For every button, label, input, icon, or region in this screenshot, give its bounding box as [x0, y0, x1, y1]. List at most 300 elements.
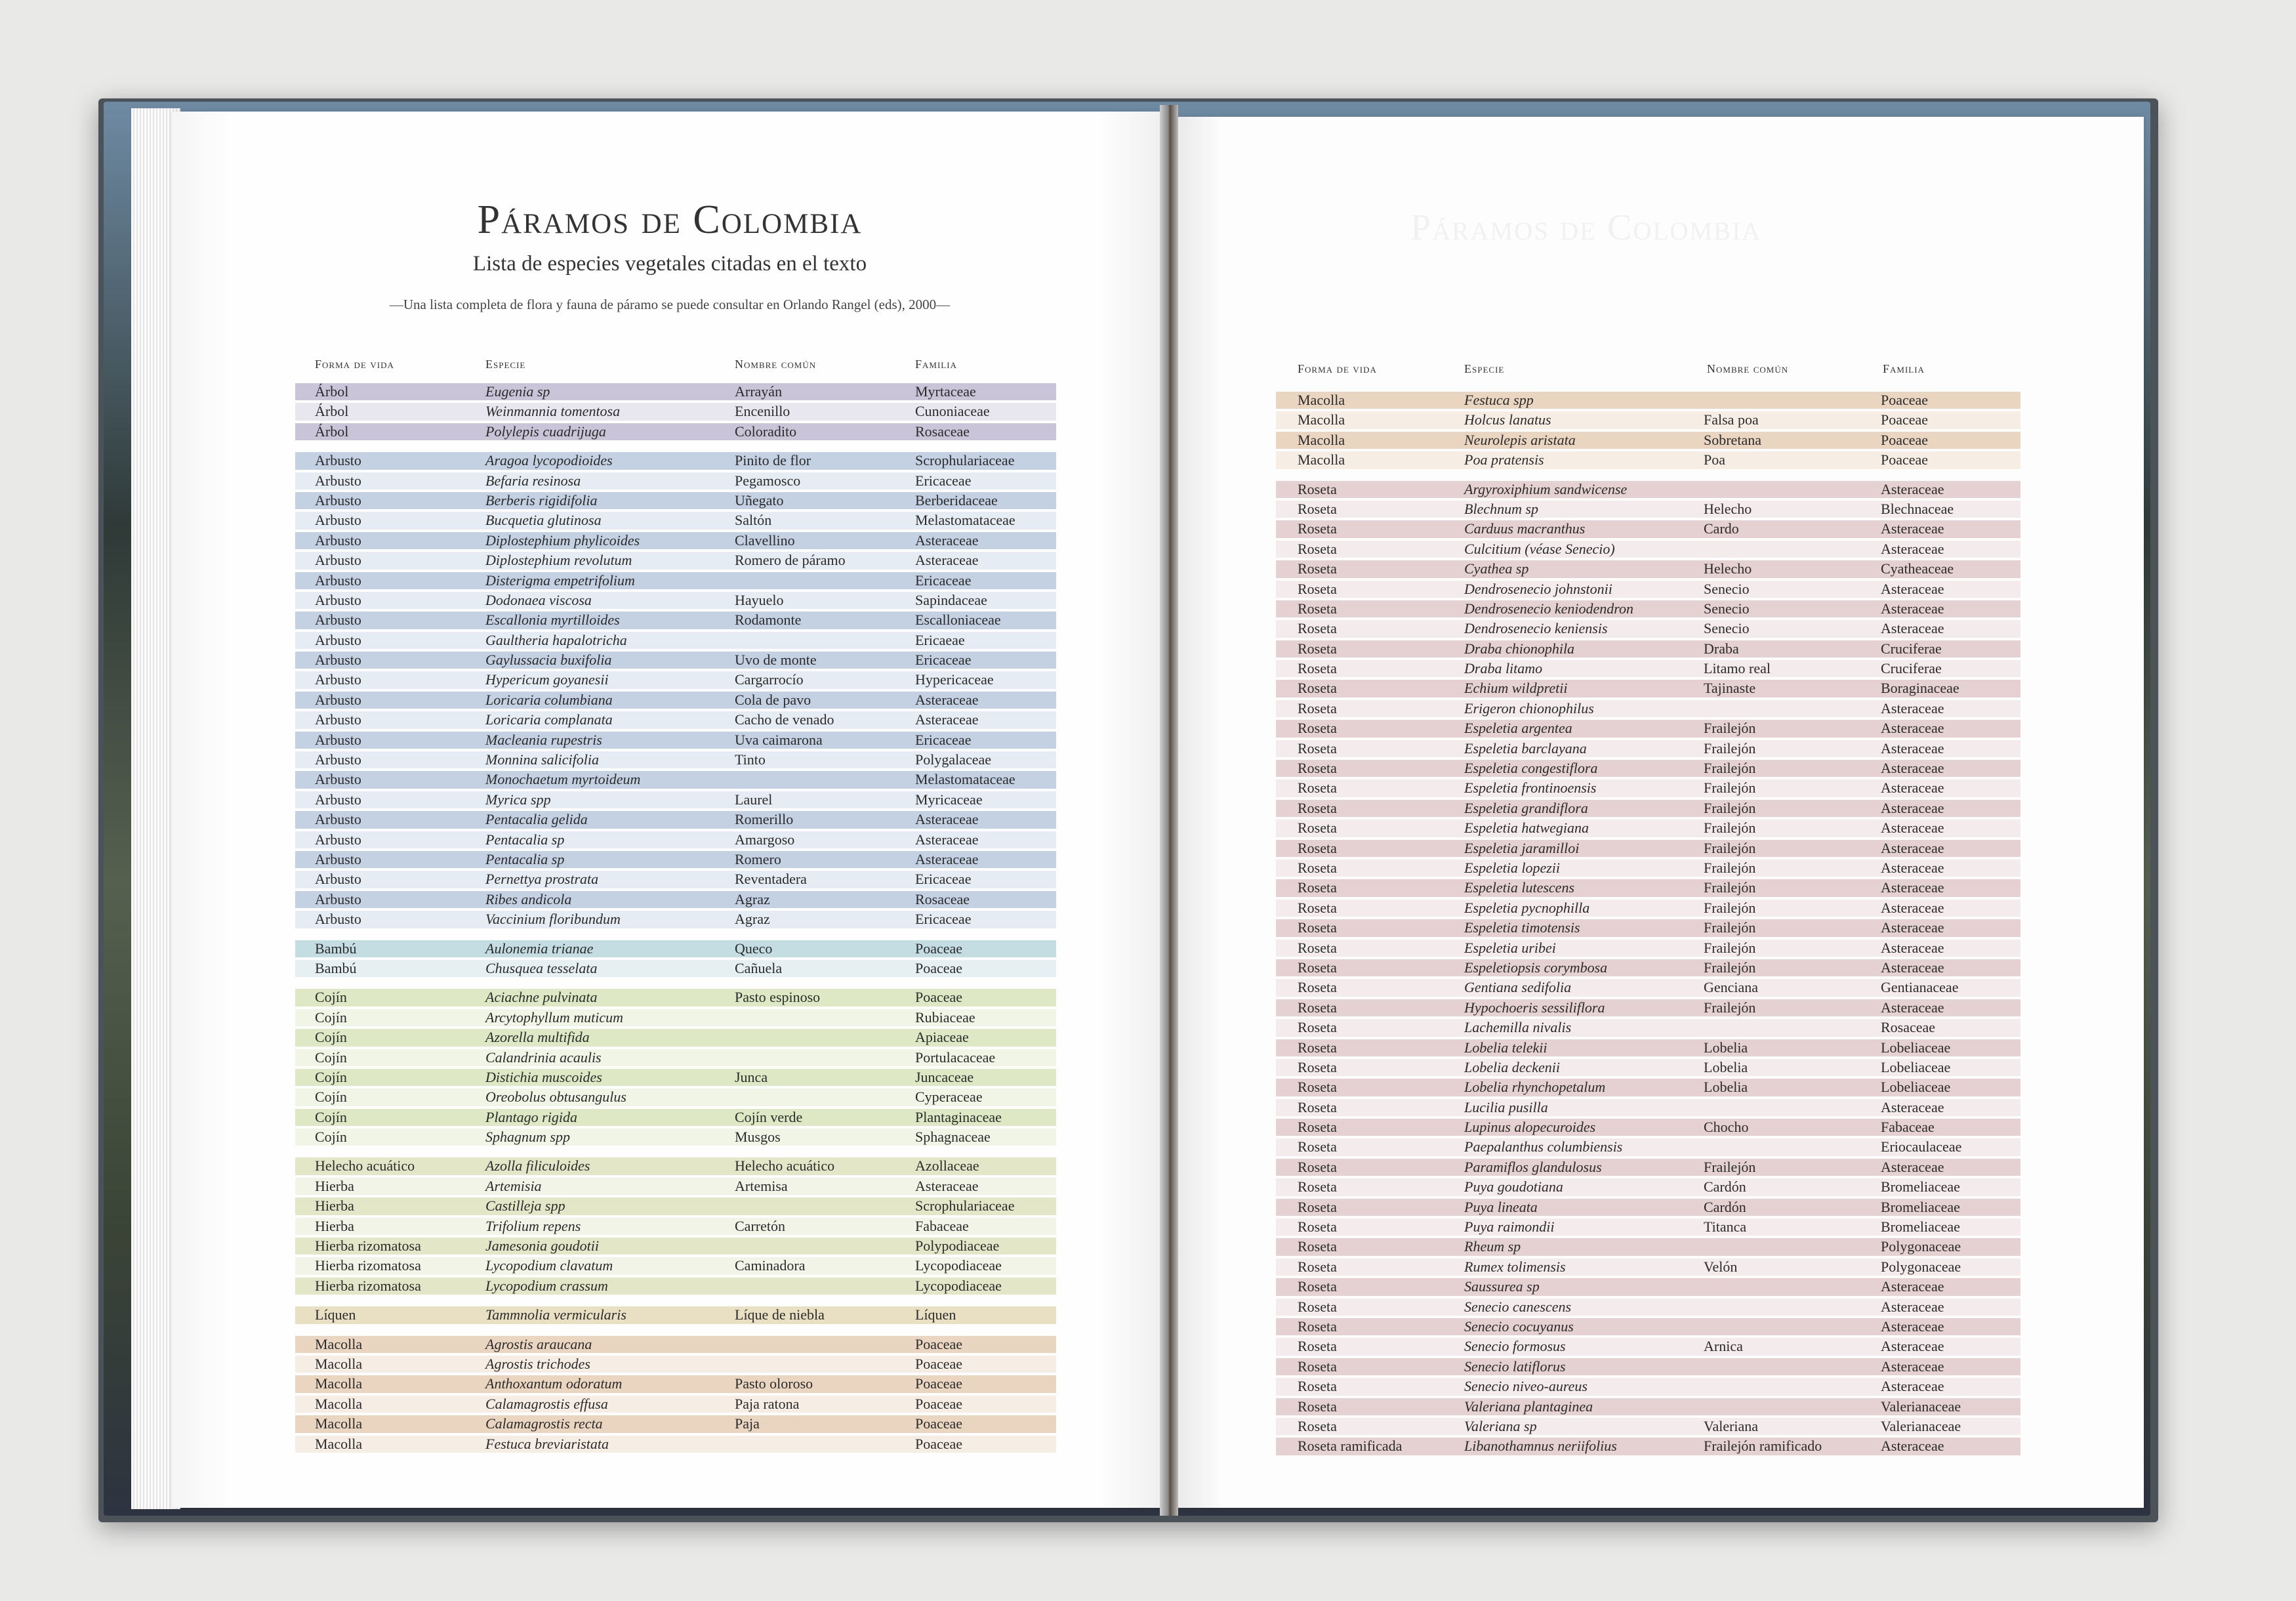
- table-row: [295, 551, 1056, 570]
- cell-forma: Roseta: [1298, 1417, 1337, 1434]
- cell-nombre: Cojín verde: [735, 1108, 803, 1125]
- cell-familia: Asteraceae: [1881, 1158, 1944, 1175]
- cell-especie: Lobelia telekii: [1464, 1039, 1548, 1056]
- cell-nombre: Tajinaste: [1704, 680, 1756, 697]
- cell-nombre: Frailejón: [1704, 720, 1756, 737]
- table-row: [1276, 1337, 2020, 1356]
- cell-nombre: Uñegato: [735, 491, 784, 509]
- species-table-right: [1276, 390, 2020, 1457]
- cell-familia: Poaceae: [1881, 451, 1929, 468]
- cell-especie: Senecio niveo-aureus: [1464, 1378, 1588, 1395]
- cell-nombre: Musgos: [735, 1129, 781, 1146]
- cell-nombre: Lobelia: [1704, 1079, 1748, 1096]
- cell-nombre: Queco: [735, 940, 773, 957]
- table-row: [295, 1008, 1056, 1028]
- cell-familia: Asteraceae: [1881, 739, 1944, 757]
- table-row: [1276, 599, 2020, 619]
- cell-especie: Calamagrostis recta: [485, 1415, 603, 1432]
- cell-forma: Roseta: [1298, 1238, 1337, 1255]
- table-row: [295, 1434, 1056, 1454]
- cell-especie: Draba litamo: [1464, 660, 1543, 677]
- table-row: [295, 1236, 1056, 1256]
- cell-nombre: Helecho: [1704, 560, 1752, 577]
- cell-forma: Roseta: [1298, 879, 1337, 896]
- cell-nombre: Senecio: [1704, 600, 1750, 617]
- cell-forma: Arbusto: [315, 612, 361, 629]
- cell-familia: Ericaceae: [915, 652, 972, 669]
- cell-familia: Poaceae: [915, 1395, 963, 1412]
- cell-forma: Arbusto: [315, 512, 361, 529]
- cell-nombre: Genciana: [1704, 979, 1759, 996]
- table-row: [295, 1305, 1056, 1325]
- cell-familia: Poaceae: [915, 1355, 963, 1372]
- cell-familia: Asteraceae: [1881, 839, 1944, 856]
- cell-forma: Roseta: [1298, 939, 1337, 956]
- cell-forma: Arbusto: [315, 831, 361, 848]
- cell-familia: Asteraceae: [1881, 1358, 1944, 1375]
- cell-familia: Boraginaceae: [1881, 680, 1959, 697]
- cell-familia: Lycopodiaceae: [915, 1277, 1002, 1294]
- table-row: [295, 1354, 1056, 1374]
- cell-nombre: Encenillo: [735, 403, 790, 420]
- cell-nombre: Amargoso: [735, 831, 795, 848]
- table-row: [295, 869, 1056, 889]
- column-header-forma: Forma de vida: [1298, 362, 1377, 375]
- cell-familia: Rosaceae: [1881, 1019, 1936, 1036]
- cell-nombre: Líque de niebla: [735, 1306, 825, 1323]
- cell-forma: Roseta: [1298, 1019, 1337, 1036]
- cell-forma: Hierba: [315, 1197, 354, 1215]
- table-row: [295, 1394, 1056, 1414]
- show-through-title: Páramos de Colombia: [1410, 207, 1762, 248]
- cell-forma: Cojín: [315, 989, 347, 1006]
- table-row: [1276, 898, 2020, 918]
- cell-especie: Polylepis cuadrijuga: [485, 423, 606, 440]
- cell-forma: Roseta: [1298, 1119, 1337, 1136]
- cell-familia: Asteraceae: [1881, 699, 1944, 717]
- cell-especie: Diplostephium phylicoides: [485, 531, 640, 549]
- cell-nombre: Cola de pavo: [735, 691, 811, 708]
- cell-familia: Ericaceae: [915, 572, 972, 589]
- cell-nombre: Paja ratona: [735, 1395, 800, 1412]
- cell-familia: Asteraceae: [1881, 1298, 1944, 1315]
- cell-familia: Rosaceae: [915, 423, 970, 440]
- table-row: [1276, 390, 2020, 410]
- cell-forma: Arbusto: [315, 871, 361, 888]
- cell-forma: Helecho acuático: [315, 1157, 415, 1175]
- cell-especie: Senecio canescens: [1464, 1298, 1572, 1315]
- table-row: [1276, 1098, 2020, 1117]
- cell-familia: Myrtaceae: [915, 383, 976, 400]
- group-spacer: [295, 978, 1056, 988]
- cell-familia: Rubiaceae: [915, 1008, 975, 1026]
- table-row: [295, 1068, 1056, 1087]
- cell-especie: Paramiflos glandulosus: [1464, 1158, 1602, 1175]
- table-row: [1276, 519, 2020, 539]
- cell-nombre: Velón: [1704, 1258, 1738, 1275]
- table-row: [1276, 858, 2020, 878]
- cell-forma: Roseta: [1298, 959, 1337, 976]
- cell-forma: Macolla: [315, 1335, 363, 1352]
- cell-forma: Roseta: [1298, 999, 1337, 1016]
- cell-familia: Asteraceae: [1881, 580, 1944, 597]
- cell-especie: Espeletia grandiflora: [1464, 799, 1588, 816]
- cell-familia: Asteraceae: [1881, 1378, 1944, 1395]
- cell-especie: Chusquea tesselata: [485, 959, 598, 976]
- cell-nombre: Frailejón: [1704, 780, 1756, 797]
- cell-familia: Asteraceae: [1881, 859, 1944, 876]
- cell-especie: Disterigma empetrifolium: [485, 572, 635, 589]
- table-row: [1276, 778, 2020, 798]
- cell-especie: Rumex tolimensis: [1464, 1258, 1566, 1275]
- cell-forma: Roseta: [1298, 660, 1337, 677]
- cell-familia: Fabaceae: [915, 1217, 969, 1234]
- table-row: [295, 1127, 1056, 1147]
- cell-especie: Escallonia myrtilloides: [485, 612, 620, 629]
- cell-forma: Roseta: [1298, 979, 1337, 996]
- cell-forma: Arbusto: [315, 911, 361, 928]
- table-row: [1276, 799, 2020, 818]
- cell-nombre: Cardón: [1704, 1178, 1746, 1196]
- cell-familia: Poaceae: [915, 1335, 963, 1352]
- table-row: [295, 451, 1056, 470]
- cell-nombre: Frailejón: [1704, 760, 1756, 777]
- table-row: [1276, 1177, 2020, 1197]
- cell-especie: Espeletia congestiflora: [1464, 760, 1598, 777]
- cell-nombre: Titanca: [1704, 1218, 1747, 1236]
- cell-nombre: Agraz: [735, 911, 770, 928]
- table-row: [1276, 1117, 2020, 1137]
- cell-nombre: Frailejón: [1704, 959, 1756, 976]
- cell-nombre: Caminadora: [735, 1257, 806, 1274]
- cell-familia: Asteraceae: [1881, 620, 1944, 637]
- cell-familia: Asteraceae: [1881, 760, 1944, 777]
- cell-forma: Árbol: [315, 383, 349, 400]
- cell-forma: Roseta: [1298, 480, 1337, 497]
- cell-forma: Roseta: [1298, 1138, 1337, 1155]
- cell-especie: Libanothamnus neriifolius: [1464, 1438, 1617, 1455]
- cell-forma: Bambú: [315, 940, 357, 957]
- cell-nombre: Laurel: [735, 791, 773, 808]
- cell-especie: Monochaetum myrtoideum: [485, 771, 641, 788]
- cell-familia: Asteraceae: [915, 1177, 979, 1194]
- cell-forma: Macolla: [315, 1395, 363, 1412]
- cell-forma: Arbusto: [315, 671, 361, 688]
- cell-familia: Poaceae: [1881, 431, 1929, 448]
- cell-especie: Puya goudotiana: [1464, 1178, 1563, 1196]
- table-row: [1276, 718, 2020, 738]
- table-row: [1276, 998, 2020, 1018]
- cell-nombre: Cardón: [1704, 1198, 1746, 1215]
- cell-forma: Roseta: [1298, 1378, 1337, 1395]
- cell-nombre: Cañuela: [735, 959, 783, 976]
- cell-especie: Ribes andicola: [485, 890, 572, 907]
- cell-forma: Roseta: [1298, 799, 1337, 816]
- cell-especie: Trifolium repens: [485, 1217, 581, 1234]
- cell-familia: Asteraceae: [1881, 879, 1944, 896]
- cell-especie: Espeletiopsis corymbosa: [1464, 959, 1608, 976]
- cell-nombre: Frailejón: [1704, 739, 1756, 757]
- table-row: [1276, 1317, 2020, 1337]
- table-row: [295, 491, 1056, 510]
- table-row: [295, 810, 1056, 829]
- cell-forma: Roseta: [1298, 1398, 1337, 1415]
- cell-especie: Tammnolia vermicularis: [485, 1306, 626, 1323]
- cell-especie: Myrica spp: [485, 791, 551, 808]
- cell-forma: Roseta: [1298, 1318, 1337, 1335]
- cell-familia: Asteraceae: [1881, 1338, 1944, 1355]
- cell-familia: Berberidaceae: [915, 491, 998, 509]
- cell-forma: Arbusto: [315, 572, 361, 589]
- table-row: [295, 531, 1056, 551]
- table-row: [295, 710, 1056, 730]
- table-row: [295, 610, 1056, 630]
- cell-especie: Paepalanthus columbiensis: [1464, 1138, 1623, 1155]
- table-row: [295, 1048, 1056, 1068]
- cell-familia: Poaceae: [1881, 411, 1929, 428]
- reference-note: —Una lista completa de flora y fauna de páramo se puede consultar en Orlando Rangel (eds), 2000—: [389, 297, 951, 312]
- table-row: [1276, 739, 2020, 759]
- table-row: [295, 1216, 1056, 1236]
- table-row: [295, 959, 1056, 978]
- cell-especie: Argyroxiphium sandwicense: [1464, 480, 1628, 497]
- table-row: [1276, 1257, 2020, 1277]
- cell-forma: Arbusto: [315, 531, 361, 549]
- cell-nombre: Frailejón: [1704, 879, 1756, 896]
- table-row: [1276, 699, 2020, 718]
- cell-nombre: Frailejón: [1704, 859, 1756, 876]
- species-table-left: [295, 382, 1056, 1454]
- cell-familia: Melastomataceae: [915, 512, 1015, 529]
- cell-familia: Poaceae: [915, 989, 963, 1006]
- cell-nombre: Romerillo: [735, 811, 794, 828]
- cell-especie: Bucquetia glutinosa: [485, 512, 602, 529]
- cell-especie: Befaria resinosa: [485, 472, 581, 489]
- cell-forma: Roseta: [1298, 1218, 1337, 1236]
- cell-especie: Lycopodium crassum: [485, 1277, 608, 1294]
- cell-forma: Cojín: [315, 1068, 347, 1085]
- cell-nombre: Coloradito: [735, 423, 797, 440]
- table-row: [1276, 1297, 2020, 1317]
- table-row: [295, 591, 1056, 610]
- cell-forma: Roseta: [1298, 500, 1337, 517]
- column-header-nombre: Nombre común: [735, 358, 817, 371]
- cell-especie: Espeletia barclayana: [1464, 739, 1587, 757]
- cell-especie: Espeletia lutescens: [1464, 879, 1575, 896]
- cell-especie: Dendrosenecio keniensis: [1464, 620, 1608, 637]
- cell-familia: Polygalaceae: [915, 751, 992, 768]
- table-row: [1276, 978, 2020, 997]
- cell-especie: Aciachne pulvinata: [485, 989, 598, 1006]
- column-header-especie: Especie: [485, 358, 526, 371]
- table-row: [295, 890, 1056, 909]
- table-row: [295, 939, 1056, 959]
- cell-forma: Roseta: [1298, 1058, 1337, 1075]
- table-row: [295, 1335, 1056, 1354]
- cell-forma: Macolla: [315, 1375, 363, 1392]
- cell-especie: Pernettya prostrata: [485, 871, 599, 888]
- table-row: [1276, 1436, 2020, 1456]
- cell-forma: Macolla: [315, 1355, 363, 1372]
- cell-forma: Arbusto: [315, 631, 361, 648]
- table-row: [295, 750, 1056, 770]
- cell-forma: Roseta: [1298, 580, 1337, 597]
- cell-familia: Asteraceae: [915, 552, 979, 569]
- cell-forma: Hierba rizomatosa: [315, 1257, 421, 1274]
- cell-especie: Weinmannia tomentosa: [485, 403, 621, 420]
- table-row: [295, 1108, 1056, 1127]
- cell-nombre: Lobelia: [1704, 1039, 1748, 1056]
- table-row: [295, 770, 1056, 789]
- cell-nombre: Cacho de venado: [735, 711, 834, 728]
- cell-familia: Valerianaceae: [1881, 1398, 1961, 1415]
- cell-especie: Culcitium (véase Senecio): [1464, 540, 1615, 557]
- cell-especie: Espeletia jaramilloi: [1464, 839, 1580, 856]
- cell-especie: Espeletia argentea: [1464, 720, 1572, 737]
- cell-forma: Macolla: [315, 1435, 363, 1452]
- cell-forma: Arbusto: [315, 472, 361, 489]
- cell-nombre: Draba: [1704, 640, 1739, 657]
- cell-especie: Aragoa lycopodioides: [485, 452, 613, 469]
- cell-nombre: Frailejón: [1704, 939, 1756, 956]
- cell-familia: Asteraceae: [915, 850, 979, 867]
- cell-forma: Roseta: [1298, 919, 1337, 936]
- cell-familia: Ericaceae: [915, 871, 972, 888]
- page-title: Páramos de Colombia: [477, 198, 863, 242]
- cell-especie: Draba chionophila: [1464, 640, 1575, 657]
- table-row: [1276, 818, 2020, 838]
- cell-nombre: Saltón: [735, 512, 772, 529]
- cell-especie: Arcytophyllum muticum: [485, 1008, 623, 1026]
- cell-familia: Asteraceae: [915, 711, 979, 728]
- cell-especie: Berberis rigidifolia: [485, 491, 598, 509]
- book-gutter: [1160, 105, 1178, 1516]
- table-row: [1276, 1038, 2020, 1058]
- cell-forma: Arbusto: [315, 711, 361, 728]
- table-row: [295, 1276, 1056, 1296]
- cell-forma: Roseta: [1298, 560, 1337, 577]
- cell-especie: Senecio formosus: [1464, 1338, 1566, 1355]
- cell-familia: Plantaginaceae: [915, 1108, 1002, 1125]
- table-row: [1276, 1217, 2020, 1237]
- table-row: [295, 1374, 1056, 1394]
- cell-nombre: Valeriana: [1704, 1417, 1759, 1434]
- cell-familia: Lycopodiaceae: [915, 1257, 1002, 1274]
- table-row: [1276, 918, 2020, 938]
- cell-familia: Bromeliaceae: [1881, 1218, 1960, 1236]
- table-row: [295, 631, 1056, 650]
- cell-nombre: Helecho: [1704, 500, 1752, 517]
- cell-especie: Dodonaea viscosa: [485, 591, 592, 608]
- table-row: [1276, 1277, 2020, 1297]
- table-row: [1276, 1417, 2020, 1436]
- cell-especie: Puya raimondii: [1464, 1218, 1555, 1236]
- table-row: [1276, 1157, 2020, 1177]
- table-row: [295, 1087, 1056, 1107]
- table-row: [1276, 938, 2020, 958]
- cell-especie: Dendrosenecio johnstonii: [1464, 580, 1612, 597]
- cell-especie: Agrostis trichodes: [485, 1355, 590, 1372]
- cell-familia: Asteraceae: [1881, 939, 1944, 956]
- cell-nombre: Poa: [1704, 451, 1725, 468]
- cell-familia: Bromeliaceae: [1881, 1198, 1960, 1215]
- cell-familia: Asteraceae: [915, 691, 979, 708]
- cell-familia: Asteraceae: [915, 811, 979, 828]
- cell-familia: Asteraceae: [1881, 999, 1944, 1016]
- cell-forma: Roseta: [1298, 1178, 1337, 1196]
- table-row: [295, 690, 1056, 710]
- cell-familia: Cruciferae: [1881, 640, 1942, 657]
- cell-forma: Roseta: [1298, 859, 1337, 876]
- cell-forma: Roseta ramificada: [1298, 1438, 1403, 1455]
- cell-nombre: Uvo de monte: [735, 652, 817, 669]
- table-row: [295, 670, 1056, 690]
- cell-nombre: Reventadera: [735, 871, 807, 888]
- cell-nombre: Frailejón: [1704, 919, 1756, 936]
- cell-familia: Asteraceae: [1881, 540, 1944, 557]
- table-row: [295, 1028, 1056, 1047]
- table-row: [295, 1256, 1056, 1276]
- cell-familia: Scrophulariaceae: [915, 452, 1015, 469]
- cell-nombre: Hayuelo: [735, 591, 784, 608]
- cell-forma: Roseta: [1298, 760, 1337, 777]
- cell-familia: Asteraceae: [1881, 480, 1944, 497]
- cell-forma: Cojín: [315, 1108, 347, 1125]
- cell-nombre: Pasto oloroso: [735, 1375, 813, 1392]
- cell-familia: Asteraceae: [1881, 720, 1944, 737]
- cell-especie: Erigeron chionophilus: [1464, 699, 1594, 717]
- table-row: [1276, 1237, 2020, 1257]
- cell-familia: Asteraceae: [1881, 1438, 1944, 1455]
- cell-forma: Macolla: [315, 1415, 363, 1432]
- cell-familia: Sphagnaceae: [915, 1129, 991, 1146]
- cell-nombre: Pinito de flor: [735, 452, 811, 469]
- cell-nombre: Senecio: [1704, 620, 1750, 637]
- group-spacer: [295, 930, 1056, 939]
- cell-especie: Espeletia pycnophilla: [1464, 899, 1590, 916]
- cell-familia: Poaceae: [915, 1435, 963, 1452]
- cell-familia: Poaceae: [915, 1415, 963, 1432]
- cell-especie: Eugenia sp: [485, 383, 550, 400]
- table-row: [295, 1176, 1056, 1196]
- cell-especie: Gaylussacia buxifolia: [485, 652, 612, 669]
- cell-nombre: Frailejón: [1704, 839, 1756, 856]
- cell-forma: Roseta: [1298, 1258, 1337, 1275]
- cell-especie: Holcus lanatus: [1464, 411, 1551, 428]
- cell-familia: Asteraceae: [1881, 780, 1944, 797]
- cell-forma: Macolla: [1298, 411, 1345, 428]
- cell-forma: Arbusto: [315, 452, 361, 469]
- cell-especie: Calandrinia acaulis: [485, 1049, 602, 1066]
- cell-familia: Escalloniaceae: [915, 612, 1001, 629]
- cell-nombre: Falsa poa: [1704, 411, 1759, 428]
- group-spacer: [295, 1325, 1056, 1335]
- table-row: [1276, 1018, 2020, 1037]
- cell-especie: Lucilia pusilla: [1464, 1098, 1548, 1115]
- cell-forma: Macolla: [1298, 431, 1345, 448]
- column-header-especie: Especie: [1464, 362, 1505, 375]
- table-row: [1276, 1137, 2020, 1157]
- group-spacer: [295, 1147, 1056, 1156]
- cell-nombre: Cargarrocío: [735, 671, 804, 688]
- cell-especie: Puya lineata: [1464, 1198, 1538, 1215]
- cell-especie: Pentacalia gelida: [485, 811, 588, 828]
- cell-especie: Calamagrostis effusa: [485, 1395, 608, 1412]
- cell-forma: Roseta: [1298, 1079, 1337, 1096]
- table-row: [295, 790, 1056, 810]
- cell-familia: Lobeliaceae: [1881, 1079, 1951, 1096]
- cell-familia: Asteraceae: [915, 831, 979, 848]
